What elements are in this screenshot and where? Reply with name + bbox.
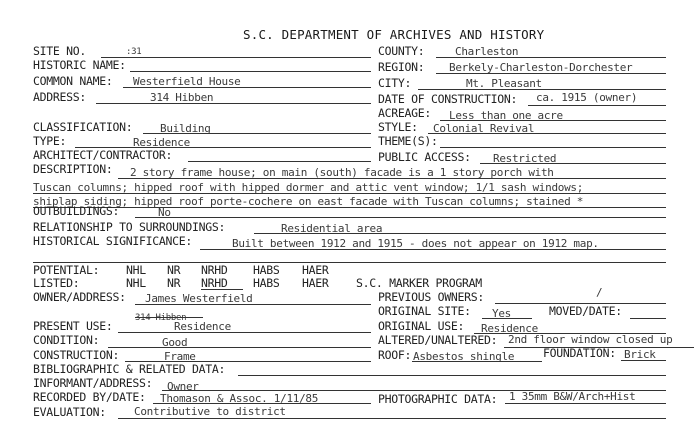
original-site-label: ORIGINAL SITE: [378, 304, 471, 318]
form-title: S.C. DEPARTMENT OF ARCHIVES AND HISTORY [243, 27, 545, 42]
themes-line [440, 147, 666, 148]
moved-date-line [630, 318, 666, 319]
listed-habs: HABS [253, 276, 280, 290]
description-line-1: 2 story frame house; on main (south) facade is a 1 story porch with [130, 166, 554, 179]
foundation-value: Brick [624, 348, 656, 361]
region-value: Berkely-Charleston-Dorchester [449, 61, 633, 74]
informant-value: Owner [167, 380, 199, 393]
listed-nrhd-underline [201, 289, 243, 290]
condition-label: CONDITION: [33, 333, 100, 347]
significance-value: Built between 1912 and 1915 - does not appear on 1912 map. [232, 237, 599, 250]
style-value: Colonial Revival [433, 122, 535, 135]
recorded-line [153, 403, 371, 404]
classification-line [143, 133, 371, 134]
common-name-value: Westerfield House [133, 75, 241, 88]
original-site-value: Yes [492, 307, 511, 320]
city-value: Mt. Pleasant [466, 77, 542, 90]
potential-habs: HABS [253, 263, 280, 277]
type-label: TYPE: [33, 134, 67, 148]
present-use-label: PRESENT USE: [33, 319, 113, 333]
style-line [428, 133, 666, 134]
county-value: Charleston [455, 45, 519, 58]
evaluation-line [118, 418, 666, 419]
original-use-value: Residence [481, 322, 538, 335]
significance-label: HISTORICAL SIGNIFICANCE: [33, 234, 192, 248]
relationship-line [254, 233, 666, 234]
outbuildings-label: OUTBUILDINGS: [33, 204, 120, 218]
marker-program-label: S.C. MARKER PROGRAM [356, 276, 482, 290]
potential-haer: HAER [302, 263, 329, 277]
roof-line [412, 361, 542, 362]
construction-label: CONSTRUCTION: [33, 348, 120, 362]
potential-nr: NR [167, 263, 181, 277]
condition-value: Good [162, 336, 188, 349]
potential-nrhd: NRHD [201, 263, 228, 277]
potential-label: POTENTIAL: [33, 263, 100, 277]
acreage-value: Less than one acre [449, 109, 563, 122]
moved-date-label: MOVED/DATE: [549, 304, 622, 318]
listed-haer: HAER [302, 276, 329, 290]
recorded-label: RECORDED BY/DATE: [33, 390, 146, 404]
evaluation-label: EVALUATION: [33, 405, 106, 419]
outbuildings-line [135, 217, 666, 218]
common-name-line [123, 87, 371, 88]
description-rule-3 [33, 207, 666, 208]
original-site-line [482, 318, 532, 319]
address-line [96, 103, 371, 104]
region-line [436, 73, 666, 74]
classification-value: Building [160, 122, 211, 135]
owner-name: James Westerfield [145, 292, 253, 305]
construction-value: Frame [164, 350, 196, 363]
address-label: ADDRESS: [33, 90, 86, 104]
previous-owners-label: PREVIOUS OWNERS: [378, 290, 484, 304]
original-use-label: ORIGINAL USE: [378, 319, 465, 333]
roof-value: Asbestos shingle [413, 350, 515, 363]
owner-address-strike [135, 317, 203, 318]
significance-line [200, 249, 666, 250]
roof-label: ROOF: [378, 348, 412, 362]
foundation-line [621, 360, 666, 361]
type-value: Residence [133, 136, 190, 149]
description-line-2: Tuscan columns; hipped roof with hipped dormer and attic vent window; 1/1 sash windows; [33, 181, 584, 194]
previous-owners-value: / [596, 286, 603, 299]
evaluation-value: Contributive to district [134, 405, 286, 418]
common-name-label: COMMON NAME: [33, 74, 113, 88]
public-access-value: Restricted [493, 152, 557, 165]
potential-nhl: NHL [126, 263, 146, 277]
photographic-value: 1 35mm B&W/Arch+Hist [509, 390, 636, 403]
city-label: CITY: [378, 76, 412, 90]
historic-name-label: HISTORIC NAME: [33, 58, 126, 72]
altered-value: 2nd floor window closed up [508, 333, 673, 346]
site-no-label: SITE NO. [33, 44, 86, 58]
photographic-line [505, 403, 666, 404]
owner-line [135, 304, 371, 305]
listed-nhl: NHL [126, 276, 146, 290]
style-label: STYLE: [378, 120, 418, 134]
recorded-value: Thomason & Assoc. 1/11/85 [160, 392, 319, 405]
themes-label: THEME(S): [378, 134, 438, 148]
site-no-value: :31 [126, 47, 142, 57]
condition-line [108, 347, 371, 348]
outbuildings-value: No [158, 206, 171, 219]
altered-label: ALTERED/UNALTERED: [378, 333, 498, 347]
date-construction-line [528, 105, 666, 106]
photographic-label: PHOTOGRAPHIC DATA: [378, 392, 498, 406]
address-value: 314 Hibben [150, 91, 214, 104]
classification-label: CLASSIFICATION: [33, 120, 133, 134]
county-label: COUNTY: [378, 44, 425, 58]
description-rule-2 [33, 193, 666, 194]
acreage-label: ACREAGE: [378, 106, 431, 120]
description-label: DESCRIPTION: [33, 162, 113, 176]
present-use-value: Residence [174, 320, 231, 333]
architect-line [188, 161, 371, 162]
description-rule-1 [118, 178, 666, 179]
present-use-line [118, 332, 371, 333]
public-access-line [480, 163, 666, 164]
bibliographic-line [238, 375, 666, 376]
acreage-line [440, 120, 666, 121]
listed-nr: NR [167, 276, 181, 290]
date-construction-value: ca. 1915 (owner) [536, 91, 638, 104]
description-line-3: shiplap siding; hipped roof porte-cochere on east facade with Tuscan columns; stained * [33, 195, 584, 208]
architect-label: ARCHITECT/CONTRACTOR: [33, 148, 173, 162]
county-line [436, 57, 666, 58]
owner-address: 314 Hibben [135, 313, 187, 323]
site-no-line [101, 57, 371, 58]
relationship-value: Residential area [281, 222, 383, 235]
city-line [418, 89, 666, 90]
foundation-label: FOUNDATION: [543, 346, 616, 360]
listed-label: LISTED: [33, 276, 80, 290]
relationship-label: RELATIONSHIP TO SURROUNDINGS: [33, 220, 226, 234]
informant-label: INFORMANT/ADDRESS: [33, 376, 153, 390]
listed-nrhd: NRHD [201, 276, 228, 290]
region-label: REGION: [378, 60, 425, 74]
owner-label: OWNER/ADDRESS: [33, 290, 126, 304]
historic-name-line [130, 71, 371, 72]
public-access-label: PUBLIC ACCESS: [378, 150, 471, 164]
date-construction-label: DATE OF CONSTRUCTION: [378, 92, 518, 106]
bibliographic-label: BIBLIOGRAPHIC & RELATED DATA: [33, 362, 226, 376]
